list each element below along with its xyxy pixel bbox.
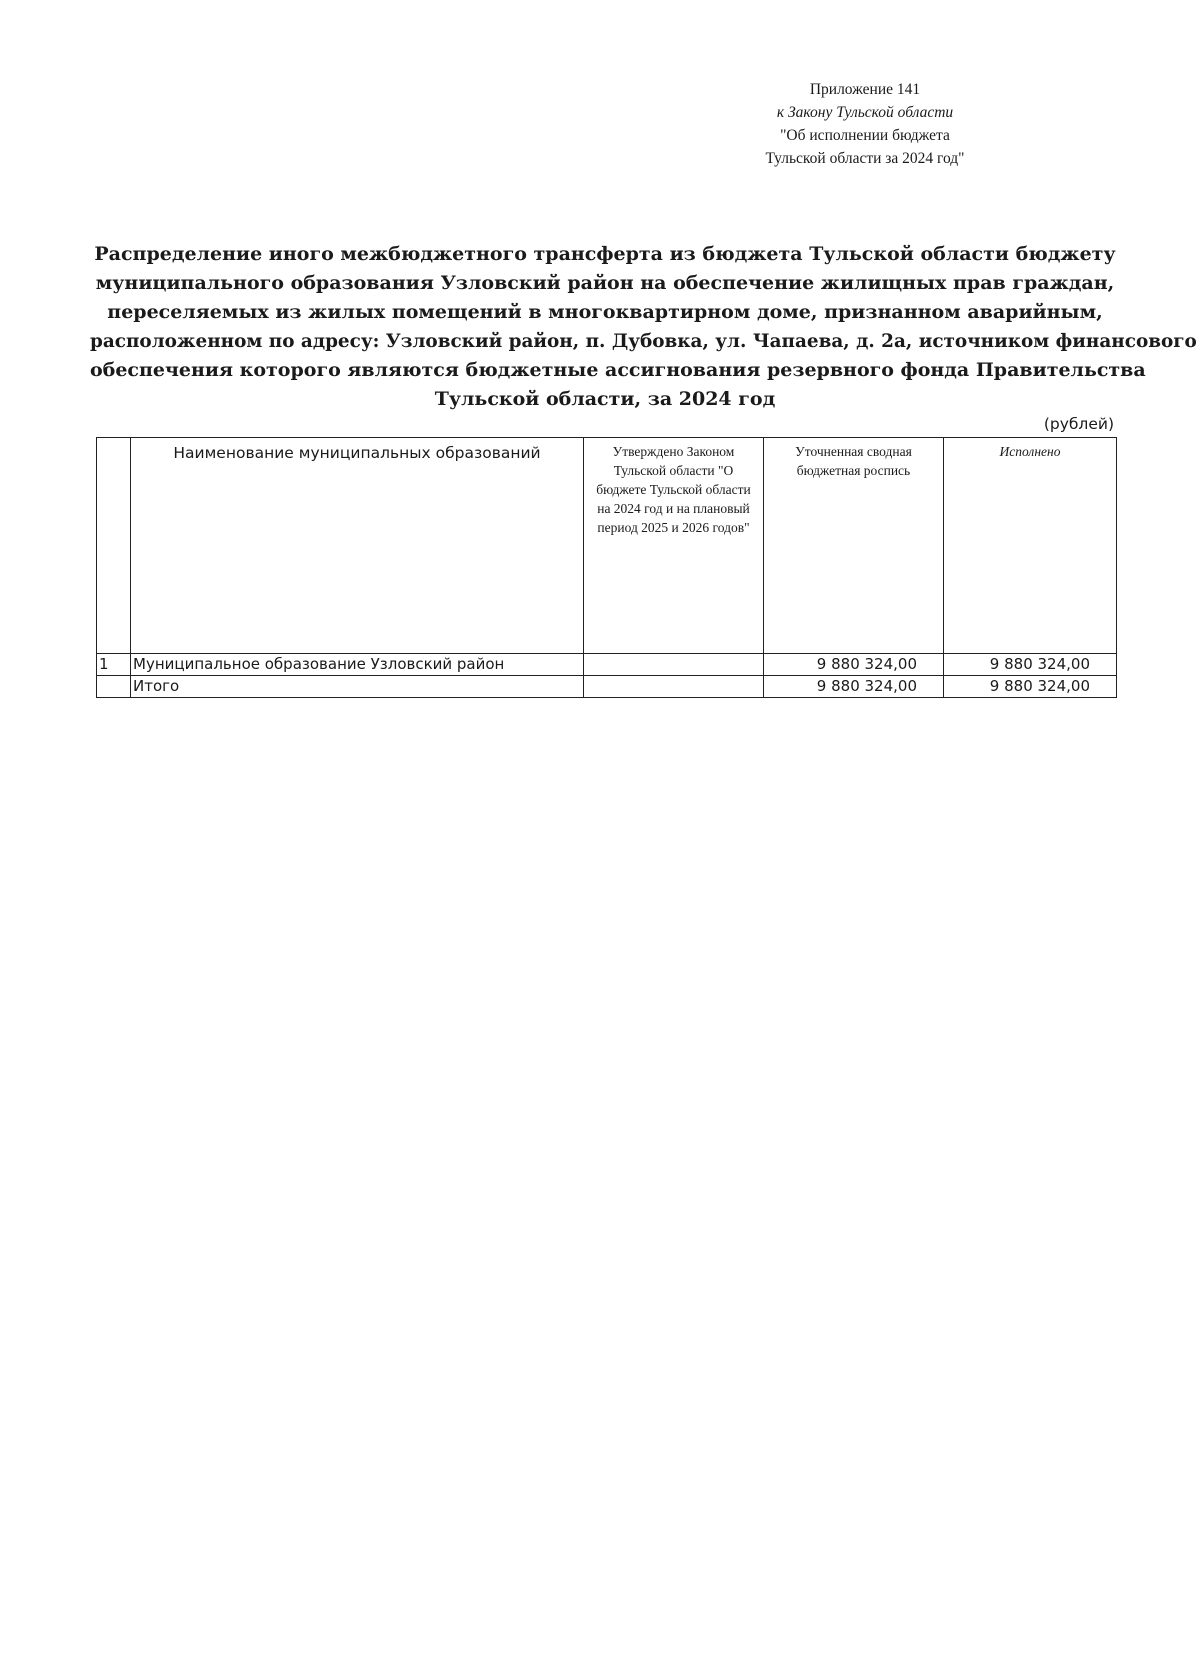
header-executed: Исполнено bbox=[944, 438, 1117, 654]
appendix-reference bbox=[700, 78, 1030, 170]
cell-executed: 9 880 324,00 bbox=[944, 676, 1117, 698]
document-title bbox=[90, 240, 1197, 414]
distribution-table bbox=[96, 437, 1117, 698]
title-line: расположенном по адресу: Узловский район, п. Дубовка, ул. Чапаева, д. 2а, источником финансового bbox=[90, 331, 1197, 352]
title-line: обеспечения которого являются бюджетные ассигнования резервного фонда Правительства bbox=[90, 359, 1146, 381]
cell-approved bbox=[584, 654, 764, 676]
appendix-line: "Об исполнении бюджета bbox=[780, 127, 950, 144]
header-refined: Уточненная сводная бюджетная роспись bbox=[764, 438, 944, 654]
title-line: Распределение иного межбюджетного трансферта из бюджета Тульской области бюджету bbox=[94, 243, 1116, 265]
header-index bbox=[97, 438, 131, 654]
table-header-row bbox=[97, 438, 1117, 654]
cell-refined: 9 880 324,00 bbox=[764, 654, 944, 676]
title-line: Тульской области, за 2024 год bbox=[434, 388, 776, 410]
appendix-line: Приложение 141 bbox=[809, 81, 921, 98]
table-total-row bbox=[97, 676, 1117, 698]
cell-index: 1 bbox=[97, 654, 131, 676]
header-approved: Утверждено Законом Тульской области "О бюджете Тульской области на 2024 год и на плановый период 2025 и 2026 годов" bbox=[584, 438, 764, 654]
cell-refined: 9 880 324,00 bbox=[764, 676, 944, 698]
cell-name: Итого bbox=[131, 676, 584, 698]
units-label: (рублей) bbox=[1043, 415, 1114, 433]
appendix-line: к Закону Тульской области bbox=[776, 104, 954, 121]
cell-approved bbox=[584, 676, 764, 698]
table-row bbox=[97, 654, 1117, 676]
title-line: муниципального образования Узловский район на обеспечение жилищных прав граждан, bbox=[95, 272, 1115, 294]
cell-index bbox=[97, 676, 131, 698]
header-name: Наименование муниципальных образований bbox=[131, 438, 584, 654]
appendix-line: Тульской области за 2024 год" bbox=[765, 150, 965, 167]
title-line: переселяемых из жилых помещений в многоквартирном доме, признанном аварийным, bbox=[107, 301, 1103, 323]
cell-name: Муниципальное образование Узловский район bbox=[131, 654, 584, 676]
cell-executed: 9 880 324,00 bbox=[944, 654, 1117, 676]
